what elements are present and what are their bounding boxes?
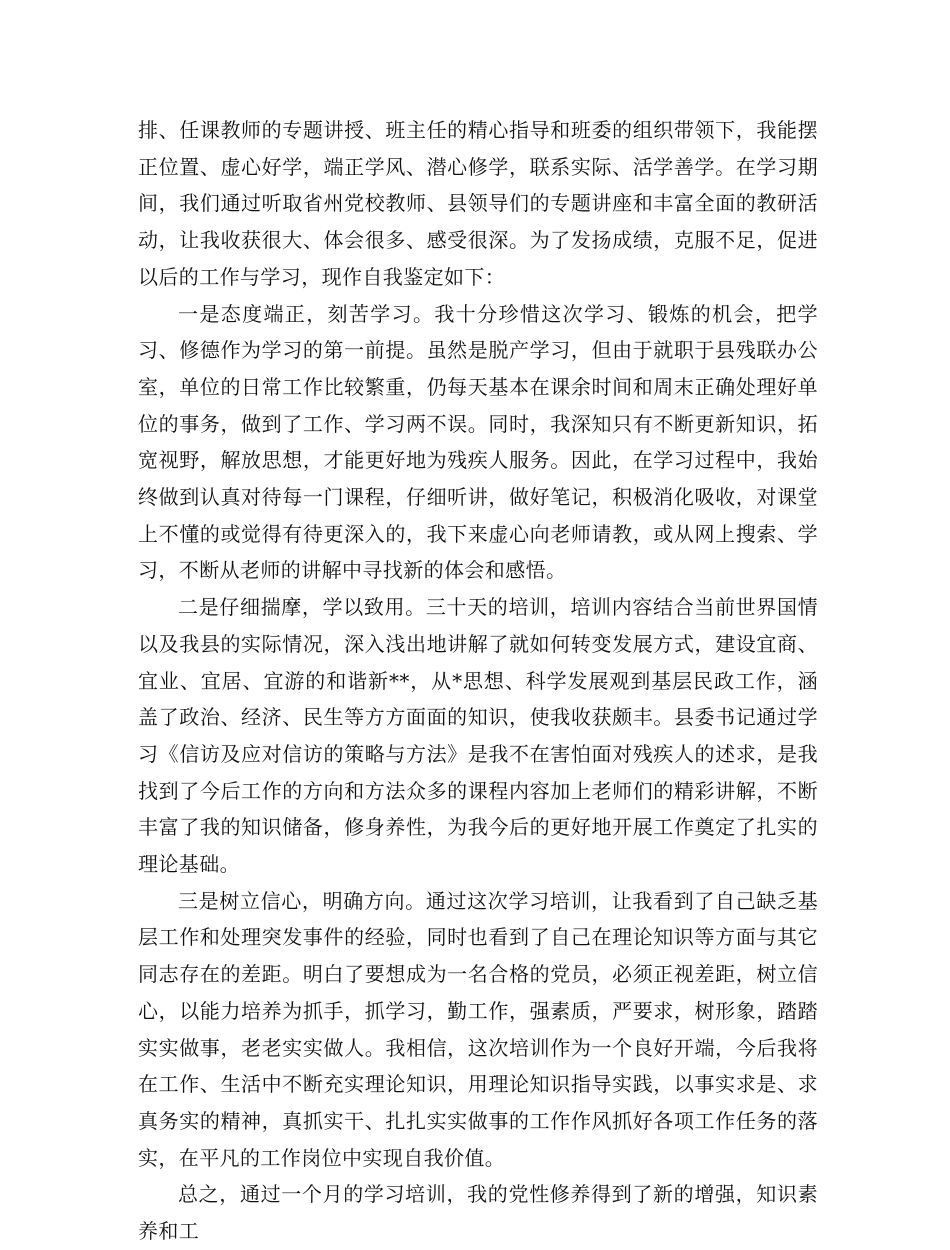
- document-body: [138, 112, 818, 1250]
- paragraph-attitude: 一是态度端正，刻苦学习。我十分珍惜这次学习、锻炼的机会，把学习、修德作为学习的第一前提。虽然是脱产学习，但由于就职于县残联办公室，单位的日常工作比较繁重，仍每天基本在课余时间和周末正确处理好单位的事务，做到了工作、学习两不误。同时，我深知只有不断更新知识，拓宽视野，解放思想，才能更好地为残疾人服务。因此，在学习过程中，我始终做到认真对待每一门课程，仔细听讲，做好笔记，积极消化吸收，对课堂上不懂的或觉得有待更深入的，我下来虚心向老师请教，或从网上搜索、学习，不断从老师的讲解中寻找新的体会和感悟。: [138, 301, 818, 583]
- paragraph-confidence: 三是树立信心，明确方向。通过这次学习培训，让我看到了自己缺乏基层工作和处理突发事件的经验，同时也看到了自己在理论知识等方面与其它同志存在的差距。明白了要想成为一名合格的党员，必须正视差距，树立信心，以能力培养为抓手，抓学习，勤工作，强素质，严要求，树形象，踏踏实实做事，老老实实做人。我相信，这次培训作为一个良好开端，今后我将在工作、生活中不断充实理论知识，用理论知识指导实践，以事实求是、求真务实的精神，真抓实干、扎扎实实做事的工作作风抓好各项工作任务的落实，在平凡的工作岗位中实现自我价值。: [138, 888, 818, 1170]
- paragraph-application: 二是仔细揣摩，学以致用。三十天的培训，培训内容结合当前世界国情以及我县的实际情况，深入浅出地讲解了就如何转变发展方式，建设宜商、宜业、宜居、宜游的和谐新**，从*思想、科学发展观到基层民政工作，涵盖了政治、经济、民生等方方面面的知识，使我收获颇丰。县委书记通过学习《信访及应对信访的策略与方法》是我不在害怕面对残疾人的述求，是我找到了今后工作的方向和方法众多的课程内容加上老师们的精彩讲解，不断丰富了我的知识储备，修身养性，为我今后的更好地开展工作奠定了扎实的理论基础。: [138, 595, 818, 877]
- paragraph-intro: 排、任课教师的专题讲授、班主任的精心指导和班委的组织带领下，我能摆正位置、虚心好学，端正学风、潜心修学，联系实际、活学善学。在学习期间，我们通过听取省州党校教师、县领导们的专题讲座和丰富全面的教研活动，让我收获很大、体会很多、感受很深。为了发扬成绩，克服不足，促进以后的工作与学习，现作自我鉴定如下：: [138, 118, 818, 289]
- paragraph-summary: 总之，通过一个月的学习培训，我的党性修养得到了新的增强，知识素养和工: [138, 1182, 818, 1244]
